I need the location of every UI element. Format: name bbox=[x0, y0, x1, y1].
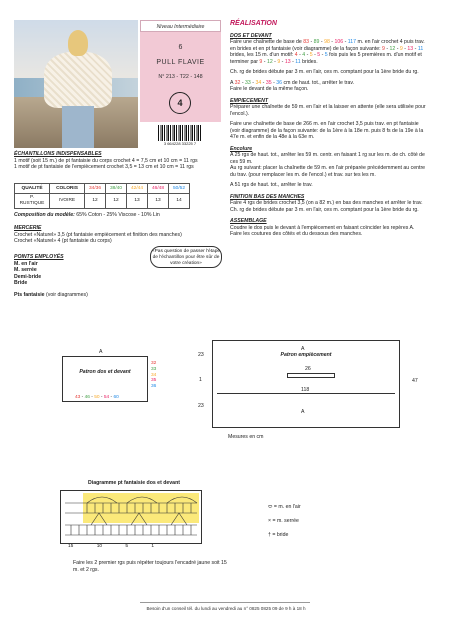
table-cell: IVOIRE bbox=[50, 194, 85, 209]
dos-title: DOS ET DEVANT bbox=[230, 32, 272, 39]
marker-a-top: A bbox=[301, 346, 305, 352]
mercerie-line2: Crochet «Naturel» 4 (pt fantaisie du corps) bbox=[14, 238, 112, 244]
table-cell: P. RUSTIQUE bbox=[15, 194, 50, 209]
marker-a-bottom: A bbox=[301, 409, 305, 415]
model-reference: N° 213 - T22 - 148 bbox=[158, 73, 203, 80]
table-cell: 12 bbox=[85, 194, 106, 209]
ass-paragraph-1: Coudre le dos puis le devant à l'empiècement en faisant coïncider les repères A. bbox=[230, 224, 415, 231]
dim-right: 47 bbox=[412, 378, 418, 384]
dim-top: 23 bbox=[198, 352, 204, 358]
table-header: QUALITÉ bbox=[15, 184, 50, 194]
patron-dos-widths: 43 - 46 - 50 - 54 - 60 bbox=[75, 395, 119, 400]
diagram-legend bbox=[268, 500, 368, 542]
dos-paragraph-2: Ch. rg de brides débute par 3 m. en l'air, ces m. comptant pour la 1ère bride du rg. bbox=[230, 69, 419, 76]
axis-tick: 10 bbox=[96, 544, 103, 549]
mesures-label: Mesures en cm bbox=[228, 434, 264, 440]
point-item: M. en l'air bbox=[14, 260, 38, 267]
dim-bottom: 23 bbox=[198, 403, 204, 409]
barcode bbox=[140, 122, 221, 148]
single-crochet-icon: × bbox=[268, 518, 272, 524]
table-cell: 14 bbox=[169, 194, 190, 209]
enc-paragraph-3: A 51 rgs de haut. tot., arrêter le trav. bbox=[230, 182, 313, 189]
double-crochet-icon: † bbox=[268, 532, 271, 538]
legend-label: = bride bbox=[272, 532, 289, 538]
empiecement-title: EMPIECEMENT bbox=[230, 97, 269, 104]
quantity-table bbox=[14, 183, 190, 209]
emp-paragraph-1: Préparer une chaînette de 59 m. en l'air et la laisser en attente (elle sera utilisée pour l'encol.). bbox=[230, 104, 426, 117]
dos-paragraph-4: Faire le devant de la même façon. bbox=[230, 86, 309, 93]
axis-tick: 15 bbox=[68, 544, 74, 549]
enc-paragraph-1: A 25 rgs de haut. tot., arrêter les 59 m. centr. en faisant 1 rg sur les m. de ch. côté de ces 59 m. bbox=[230, 152, 425, 165]
difficulty-level: Niveau Intermédiaire bbox=[140, 20, 221, 32]
patron-empiecement bbox=[212, 340, 400, 428]
diagram-note: Faire les 2 premier rgs puis répéter toujours l'encadré jaune soit 15 m. et 2 rgs. bbox=[73, 560, 227, 573]
table-header: 38/40 bbox=[106, 184, 127, 194]
enc-paragraph-2: Au rg suivant: placer la chaînette de 59 m. en l'air préparée précédemment au centre du trav. (pour remplacer les m. de l'encol.) et trav. sur tes les m. bbox=[230, 165, 426, 178]
table-cell: 13 bbox=[148, 194, 169, 209]
fantaisie-text: (voir diagrammes) bbox=[46, 291, 88, 298]
composition-label: Composition du modèle: bbox=[14, 212, 75, 218]
finition-title: FINITION BAS DES MANCHES bbox=[230, 193, 305, 200]
diagram-title: Diagramme pt fantaisie dos et devant bbox=[88, 480, 180, 486]
model-number: 6 bbox=[178, 44, 183, 51]
mercerie-section bbox=[14, 225, 224, 245]
needle-size-icon: 4 bbox=[169, 92, 191, 114]
table-cell: 13 bbox=[127, 194, 148, 209]
dim-inner: 26 bbox=[305, 366, 311, 372]
ass-paragraph-2: Faire les coutures des côtés et du dessous des manches. bbox=[230, 231, 363, 238]
fin-paragraph-1: Faire 4 rgs de brides crochet 3,5 (on a 82 m.) en bas des manches et arrêter le trav. bbox=[230, 200, 423, 207]
echantillons-line1: 1 motif (soit 15 m.) de pt fantaisie du corps crochet 4 = 7,5 cm et 10 cm = 11 rgs bbox=[14, 157, 198, 164]
table-header: COLORIS bbox=[50, 184, 85, 194]
table-header: 50/52 bbox=[169, 184, 190, 194]
tip-callout: «Pas question de passer l'étape de l'échantillon pour être sûr de votre création» bbox=[150, 246, 222, 268]
dos-paragraph-1: Faire une chaînette de base de 83 - 89 - 98 - 106 - 117 m. en l'air crochet 4 puis trav. en brides et en pt fantaisie (voir diagramme) de la façon suivante: 9 - 12 - 9 - 13 - 11 brides, les 15 m. d'un motif: 4 - 4 - 5 - 5 - 5 fois puis les 5 premières m. d'un motif et terminer par 9 - 12 - 9 - 13 - 11 brides. bbox=[230, 39, 425, 65]
chain-icon: ⬭ bbox=[268, 504, 273, 510]
marker-a: A bbox=[99, 349, 103, 355]
table-header: 34/36 bbox=[85, 184, 106, 194]
footer: Besoin d'un conseil tél. du lundi au vendredi au n° 0825 0825 09 de 9 h à 18 h bbox=[146, 606, 306, 611]
point-item: Bride bbox=[14, 280, 28, 286]
dim-mid: 1 bbox=[199, 377, 202, 383]
echantillons-line2: 1 motif de pt fantaisie de l'empiècement crochet 3,5 = 13 cm et 10 cm = 11 rgs bbox=[14, 164, 194, 170]
point-item: Demi-bride bbox=[14, 273, 42, 280]
model-photo bbox=[14, 20, 138, 148]
emp-paragraph-2: Faire une chaînette de base de 266 m. en l'air crochet 3,5 puis trav. en pt fantaisie (voir diagramme) de la façon suivante: de la 1ère à la 18e m. puis 8 fs de la 19e à la 47e m. et enfin de la 48e à la 63e m. bbox=[230, 121, 424, 141]
model-name: PULL FLAVIE bbox=[156, 58, 205, 66]
legend-label: = m. serrée bbox=[272, 518, 299, 524]
barcode-number: 3 664228 33225 7 bbox=[163, 141, 197, 146]
mercerie-title: MERCERIE bbox=[14, 225, 42, 231]
mercerie-line1: Crochet «Naturel» 3,5 (pt fantaisie empiècement et finition des manches) bbox=[14, 231, 182, 238]
neck-opening bbox=[287, 373, 335, 378]
legend-label: = m. en l'air bbox=[273, 504, 301, 510]
axis-tick: 5 bbox=[125, 544, 129, 549]
crochet-chart-svg bbox=[61, 491, 201, 543]
table-header: 46/48 bbox=[148, 184, 169, 194]
echantillons-title: ÉCHANTILLONS INDISPENSABLES bbox=[14, 151, 102, 157]
realisation-title: RÉALISATION bbox=[230, 20, 277, 27]
barcode-bars-icon bbox=[158, 125, 202, 141]
patron-dos-title: Patron dos et devant bbox=[79, 369, 131, 375]
points-section bbox=[14, 254, 144, 298]
table-cell: 12 bbox=[106, 194, 127, 209]
table-header: 42/44 bbox=[127, 184, 148, 194]
echantillons-section bbox=[14, 151, 224, 171]
axis-tick: 1 bbox=[151, 544, 155, 549]
patron-dos-heights: 32 33 34 35 36 bbox=[151, 361, 157, 390]
encolure-title: Encolure bbox=[230, 145, 253, 152]
fin-paragraph-2: Ch. rg de brides débute par 3 m. en l'air, ces m. comptant pour la 1ère bride du rg. bbox=[230, 206, 419, 213]
composition-text: 65% Coton - 25% Viscose - 10% Lin bbox=[76, 212, 160, 218]
fantaisie-label: Pts fantaisie bbox=[14, 291, 45, 298]
info-box bbox=[140, 20, 221, 148]
dim-width: 118 bbox=[301, 387, 310, 393]
crochet-diagram bbox=[60, 490, 202, 544]
realisation-section bbox=[230, 20, 430, 238]
composition bbox=[14, 212, 224, 219]
diagram-axis bbox=[68, 544, 168, 550]
points-title: POINTS EMPLOYÉS bbox=[14, 254, 64, 260]
dos-paragraph-3: A 32 - 33 - 34 - 35 - 36 cm de haut. tot., arrêter le trav. bbox=[230, 79, 355, 86]
patron-emp-title: Patron empiècement bbox=[280, 352, 332, 358]
model-panel bbox=[140, 32, 221, 122]
assemblage-title: ASSEMBLAGE bbox=[230, 218, 267, 225]
footer-rule bbox=[140, 602, 310, 603]
point-item: M. serrée bbox=[14, 267, 37, 273]
